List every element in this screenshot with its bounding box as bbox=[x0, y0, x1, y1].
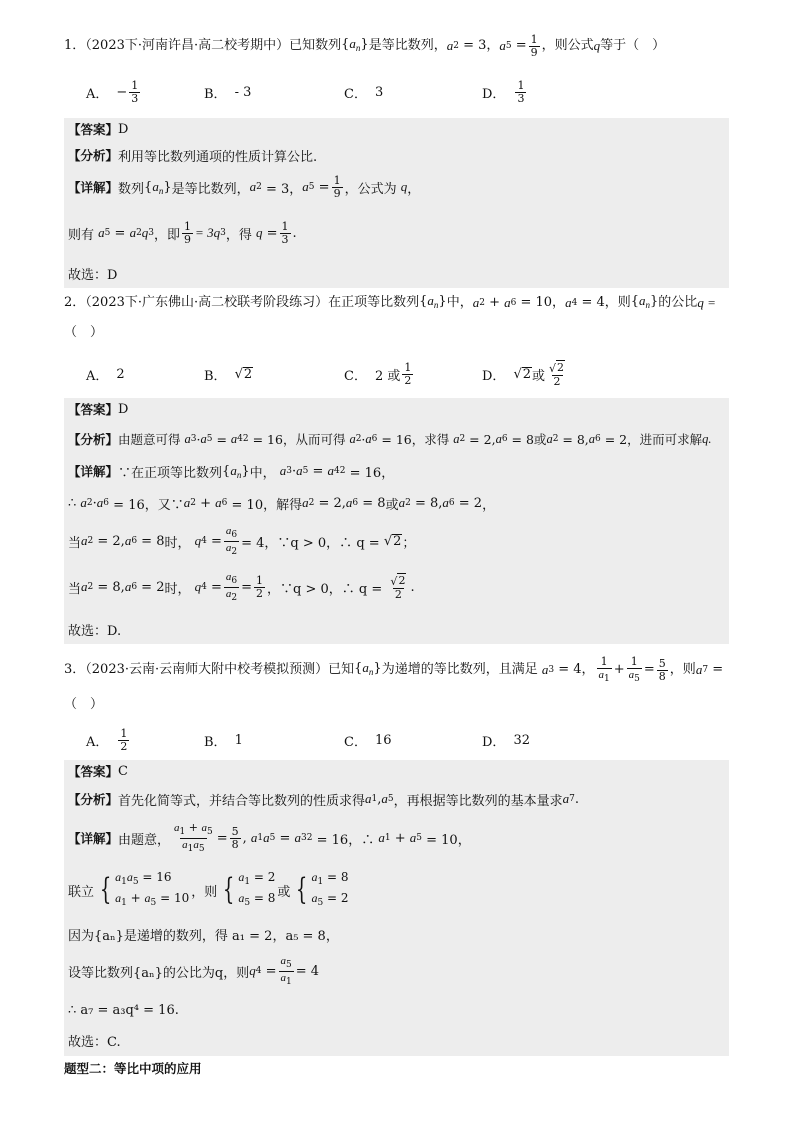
q3-detail-line-2: 联立 { $a_1a_5 = 16$ $a_1 + a_5 = 10$ ，则 { $a_1 = 2$ $a_5 = 8$ 或 { $a_1 = 8$ $a_5 = 2$ bbox=[68, 870, 349, 908]
q2-answer-line: 【答案】 D bbox=[68, 401, 129, 417]
q3-stem: 3．（2023·云南·云南师大附中校考模拟预测）已知 $\{a_n\}$ 为递增的等比数列，且满足 a 3 = 4， $\frac{1}{a_1}$ + $\frac{1}{a_5}$ = $\frac{5}{8}$ ，则 a 7 = bbox=[64, 654, 724, 684]
q1-stem-fraction: $\frac{1}{9}$ bbox=[530, 32, 538, 59]
q2-option-b[interactable]: B． √ 2 bbox=[204, 366, 253, 384]
q1-stem-prefix: 1．（2023下·河南许昌·高二校考期中）已知数列 bbox=[64, 38, 342, 53]
q1-option-c[interactable]: C． 3 bbox=[344, 84, 384, 102]
q3-solution-box bbox=[64, 760, 729, 1056]
q1-choice-line: 故选：D bbox=[68, 267, 118, 283]
q2-stem: 2．（2023下·广东佛山·高二校联考阶段练习）在正项等比数列 $\{a_n\}$ 中， a 2 + a 6 = 10， a 4 = 4，则 $\{a_n\}$ 的公比 q = bbox=[64, 293, 716, 310]
q2-detail-line-2: ∴ a 2 · a 6 = 16，又∵ a 2 + a 6 = 10，解得 a 2 = 2, a 6 = 8 或 a 2 = 8, a 6 = 2 ， bbox=[68, 495, 496, 513]
q1-options bbox=[86, 74, 606, 110]
q1-solution-box bbox=[64, 118, 729, 288]
q3-analysis-line: 【分析】 首先化简等式，并结合等比数列的性质求得 a 1 , a 5 ，再根据等比数列的基本量求 a 7 . bbox=[68, 791, 580, 809]
q1-stem-mid: 是等比数列， bbox=[368, 38, 447, 53]
q2-option-a[interactable]: A． 2 bbox=[86, 366, 125, 384]
q2-detail-line-1: 【详解】 ∵在正项等比数列 $\{a_n\}$ 中， a 3 · a 5 = a 4 2 = 16， bbox=[68, 462, 395, 481]
q2-option-d[interactable]: D． √ 2 或 √ 2 2 bbox=[482, 361, 565, 388]
q3-detail-line-5: ∴ a₇ = a₃q⁴ = 16. bbox=[68, 1002, 179, 1018]
q2-analysis-line: 【分析】 由题意可得 a 3 · a 5 = a 4 2 = 16，从而可得 a 2 · a 6 = 16，求得 a 2 = 2, a 6 = 8 或 a 2 = 8, a 6 = 2 ，进而可求解 q. bbox=[68, 431, 712, 447]
q2-answer: D bbox=[118, 401, 129, 417]
q1-answer: D bbox=[118, 121, 129, 137]
q2-options bbox=[86, 356, 606, 392]
q1-analysis-line: 【分析】 利用等比数列通项的性质计算公比. bbox=[68, 148, 318, 165]
q3-choice-line: 故选：C. bbox=[68, 1034, 121, 1050]
q1-detail-line-2: 则有 a 5 = a 2 q 3 ，即 $\frac{1}{9}$ = 3q 3 ，得 q = $\frac{1}{3}$ . bbox=[68, 219, 297, 246]
q2-option-c[interactable]: C． 2 或 $\frac{1}{2}$ bbox=[344, 360, 412, 387]
q3-option-a[interactable]: A． $\frac{1}{2}$ bbox=[86, 726, 128, 753]
q1-option-d[interactable]: D． $\frac{1}{3}$ bbox=[482, 78, 525, 105]
q2-stem-paren: （ ） bbox=[64, 325, 104, 340]
q2-detail-line-4: 当 a 2 = 8, a 6 = 2 时， q 4 = $\frac{a_6}{a_2}$ = $\frac{1}{2}$ ，∵q > 0，∴ q = √ 2 2 . bbox=[68, 570, 415, 603]
q3-detail-line-4: 设等比数列{aₙ}的公比为q，则 q 4 = $\frac{a_5}{a_1}$ = 4 bbox=[68, 954, 320, 987]
q3-options bbox=[86, 722, 606, 758]
q1-option-a[interactable]: A． − $\frac{1}{3}$ bbox=[86, 78, 139, 105]
q3-option-c[interactable]: C． 16 bbox=[344, 732, 392, 750]
q1-option-b[interactable]: B． - 3 bbox=[204, 84, 252, 102]
q3-answer-line: 【答案】 C bbox=[68, 763, 128, 779]
q3-detail-line-3: 因为{aₙ}是递增的数列，得 a₁ = 2，a₅ = 8， bbox=[68, 928, 339, 944]
q3-detail-line-1: 【详解】 由题意， $\frac{a_1 + a_5}{a_1a_5}$ = $\frac{5}{8}$ , a 1 a 5 = a 3 2 = 16，∴ a 1 + a 5 = 10， bbox=[68, 820, 471, 854]
q3-option-b[interactable]: B． 1 bbox=[204, 732, 243, 750]
q3-option-d[interactable]: D． 32 bbox=[482, 732, 530, 750]
q2-solution-box bbox=[64, 398, 729, 644]
q3-stem-paren: （ ） bbox=[64, 697, 104, 712]
q1-detail-line-1: 【详解】 数列 $\{a_n\}$ 是等比数列， a 2 = 3， a 5 = $\frac{1}{9}$ ，公式为 q ， bbox=[68, 173, 421, 200]
q1-answer-line: 【答案】 D bbox=[68, 121, 129, 137]
section-heading: 题型二：等比中项的应用 bbox=[64, 1061, 202, 1076]
q3-answer: C bbox=[118, 763, 128, 779]
q2-choice-line: 故选：D. bbox=[68, 623, 122, 639]
q2-detail-line-3: 当 a 2 = 2, a 6 = 8 时， q 4 = $\frac{a_6}{a_2}$ = 4，∵q > 0，∴ q = √ 2 ； bbox=[68, 524, 416, 557]
q1-stem: 1．（2023下·河南许昌·高二校考期中）已知数列 $\{a_n\}$ 是等比数列， a 2 = 3， a 5 = $\frac{1}{9}$ ，则公式 q 等于（ ） bbox=[64, 32, 666, 59]
